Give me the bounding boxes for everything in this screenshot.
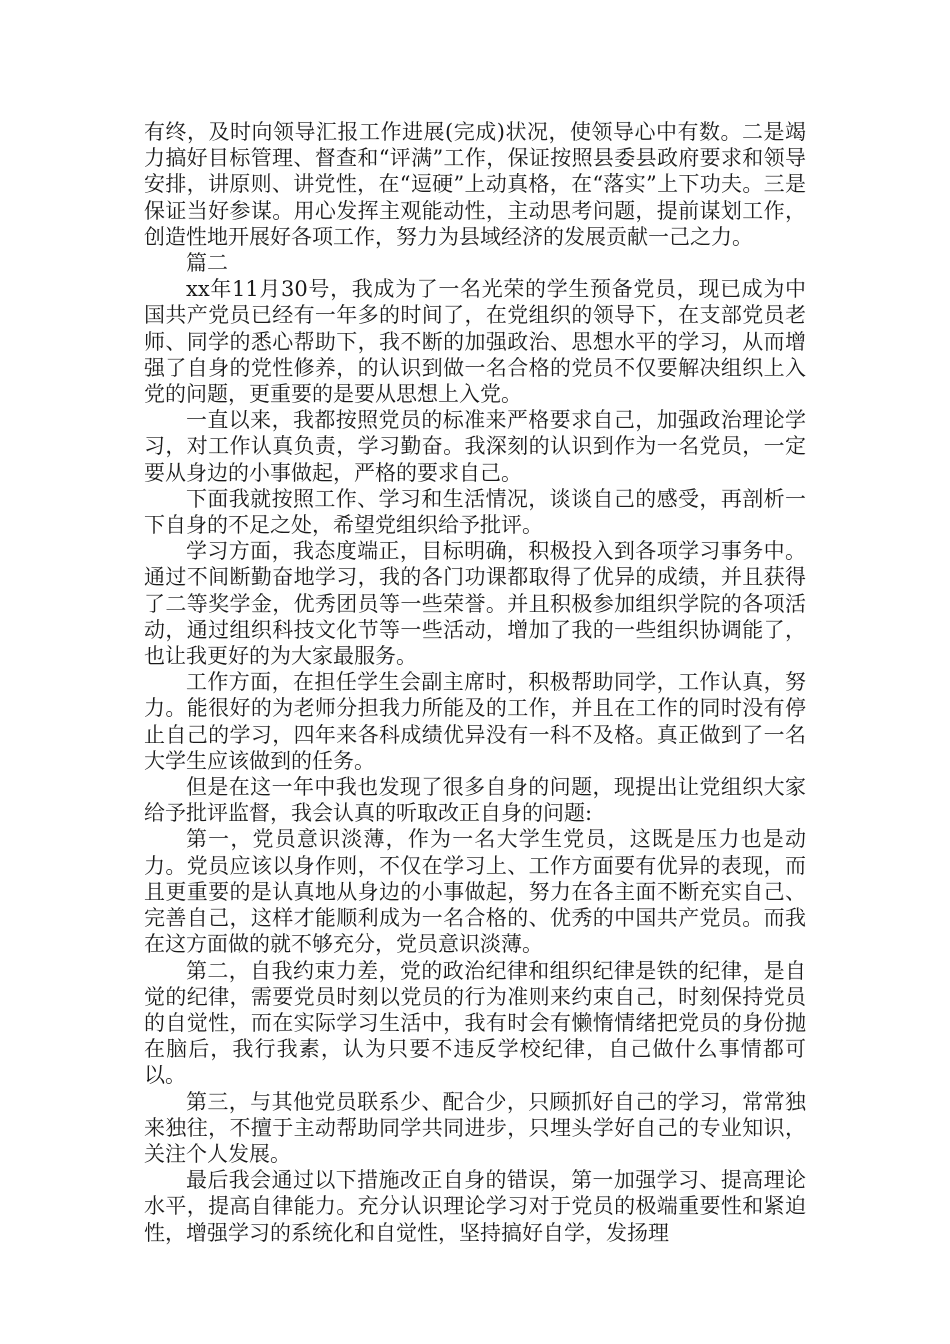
paragraph: 学习方面，我态度端正，目标明确，积极投入到各项学习事务中。通过不间断勤奋地学习，我的各门功课都取得了优异的成绩，并且获得了二等奖学金，优秀团员等一些荣誉。并且积极参加组织学院的各项活动，通过组织科技文化节等一些活动，增加了我的一些组织协调能了，也让我更好的为大家最服务。 <box>144 539 806 669</box>
paragraph: 第三，与其他党员联系少、配合少，只顾抓好自己的学习，常常独来独往，不擅于主动帮助同学共同进步，只埋头学好自己的专业知识，关注个人发展。 <box>144 1089 806 1166</box>
paragraph: 但是在这一年中我也发现了很多自身的问题，现提出让党组织大家给予批评监督，我会认真的听取改正自身的问题: <box>144 775 806 826</box>
paragraph: 第一，党员意识淡薄，作为一名大学生党员，这既是压力也是动力。党员应该以身作则，不仅在学习上、工作方面要有优异的表现，而且更重要的是认真地从身边的小事做起，努力在各主面不断充实自己、完善自己，这样才能顺利成为一名合格的、优秀的中国共产党员。而我在这方面做的就不够充分，党员意识淡薄。 <box>144 827 806 957</box>
paragraph: 工作方面，在担任学生会副主席时，积极帮助同学，工作认真，努力。能很好的为老师分担我力所能及的工作，并且在工作的同时没有停止自己的学习，四年来各科成绩优异没有一科不及格。真正做到了一名大学生应该做到的任务。 <box>144 670 806 773</box>
paragraph: 第二，自我约束力差，党的政治纪律和组织纪律是铁的纪律，是自觉的纪律，需要党员时刻以党员的行为准则来约束自己，时刻保持党员的自觉性，而在实际学习生活中，我有时会有懒惰情绪把党员的身份抛在脑后，我行我素，认为只要不违反学校纪律，自己做什么事情都可以。 <box>144 958 806 1088</box>
paragraph-continuation: 有终，及时向领导汇报工作进展(完成)状况，使领导心中有数。二是竭力搞好目标管理、督查和“评满”工作，保证按照县委县政府要求和领导安排，讲原则、讲党性，在“逗硬”上动真格，在“落实”上下功夫。三是保证当好参谋。用心发挥主观能动性，主动思考问题，提前谋划工作，创造性地开展好各项工作，努力为县域经济的发展贡献一己之力。 <box>144 120 806 249</box>
section-heading: 篇二 <box>186 251 228 276</box>
document-body <box>144 119 806 1246</box>
paragraph: 一直以来，我都按照党员的标准来严格要求自己，加强政治理论学习，对工作认真负责，学习勤奋。我深刻的认识到作为一名党员，一定要从身边的小事做起，严格的要求自己。 <box>144 408 806 485</box>
paragraph: 最后我会通过以下措施改正自身的错误，第一加强学习、提高理论水平，提高自律能力。充分认识理论学习对于党员的极端重要性和紧迫性，增强学习的系统化和自觉性，坚持搞好自学，发扬理 <box>144 1168 806 1245</box>
paragraph: 下面我就按照工作、学习和生活情况，谈谈自己的感受，再剖析一下自身的不足之处，希望党组织给予批评。 <box>144 486 806 538</box>
paragraph: xx年11月30号，我成为了一名光荣的学生预备党员，现已成为中国共产党员已经有一年多的时间了，在党组织的领导下，在支部党员老师、同学的悉心帮助下，我不断的加强政治、思想水平的学习，从而增强了自身的党性修养，的认识到做一名合格的党员不仅要解决组织上入党的问题，更重要的是要从思想上入党。 <box>144 277 806 407</box>
